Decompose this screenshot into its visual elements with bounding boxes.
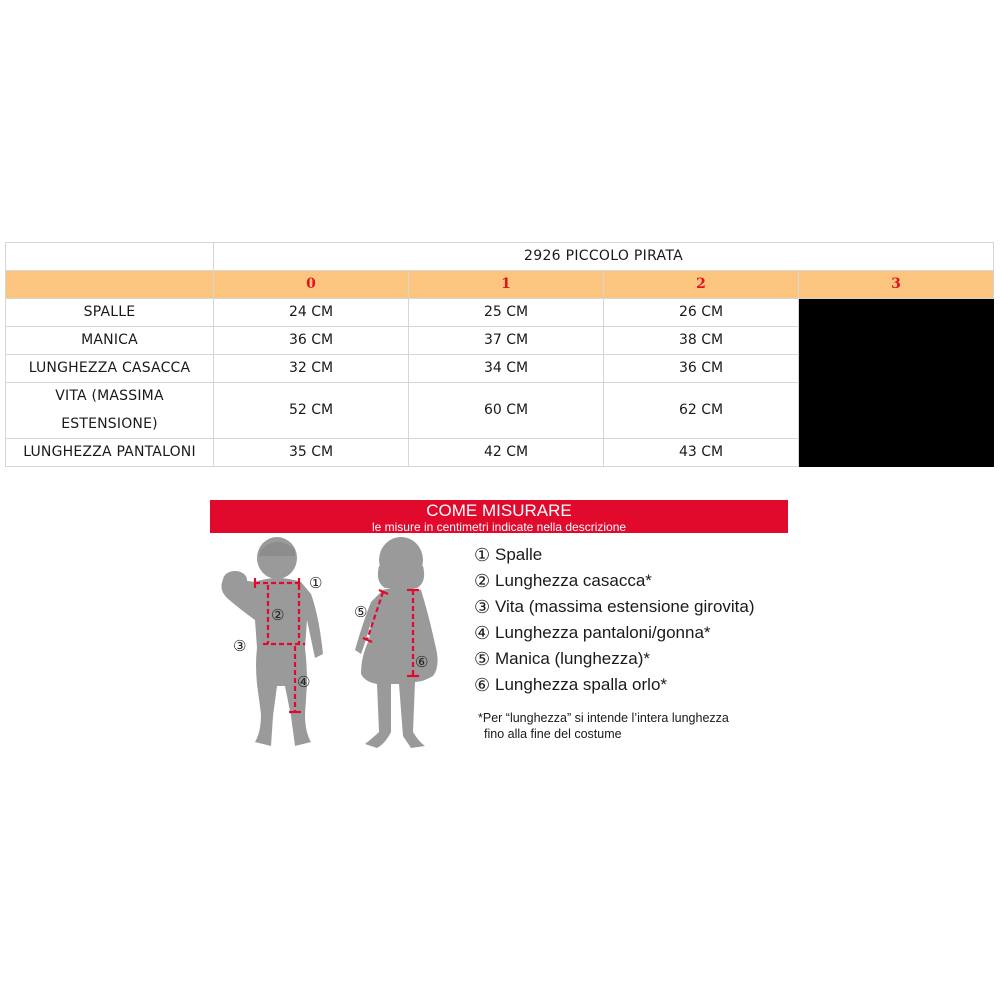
- table-cell: 43 CM: [604, 439, 799, 467]
- legend-text: Manica (lunghezza)*: [495, 649, 650, 668]
- legend-item: [474, 672, 804, 698]
- empty-corner-cell: [6, 243, 214, 271]
- row-label: SPALLE: [6, 299, 214, 327]
- legend-item: [474, 542, 804, 568]
- length-footnote: [478, 710, 808, 742]
- legend-item: [474, 594, 804, 620]
- legend-item: [474, 568, 804, 594]
- legend-number: ④: [474, 622, 491, 643]
- row-label: [6, 383, 214, 439]
- table-row-manica: [6, 327, 994, 355]
- table-row-lunghezza-casacca: [6, 355, 994, 383]
- table-cell: 62 CM: [604, 383, 799, 439]
- table-cell: 25 CM: [409, 299, 604, 327]
- footnote-line1: *Per “lunghezza” si intende l’intera lunghezza: [478, 711, 729, 725]
- size-header-1: 1: [409, 271, 604, 299]
- row-label-line1: VITA (MASSIMA: [55, 388, 164, 404]
- measure-legend: [474, 542, 804, 698]
- table-cell: 24 CM: [214, 299, 409, 327]
- marker-2: ②: [271, 606, 285, 624]
- footnote-line2: fino alla fine del costume: [484, 727, 622, 741]
- marker-4: ④: [297, 673, 311, 691]
- legend-number: ⑥: [474, 674, 491, 695]
- marker-1: ①: [309, 574, 323, 592]
- how-to-measure-banner: [210, 500, 788, 533]
- table-cell: 35 CM: [214, 439, 409, 467]
- redacted-cell: [799, 327, 994, 355]
- product-title: 2926 PICCOLO PIRATA: [214, 243, 994, 271]
- legend-text: Lunghezza casacca*: [495, 571, 652, 590]
- legend-item: [474, 646, 804, 672]
- size-header-2: 2: [604, 271, 799, 299]
- table-row-lunghezza-pantaloni: [6, 439, 994, 467]
- table-cell: 32 CM: [214, 355, 409, 383]
- legend-number: ③: [474, 596, 491, 617]
- size-header-3: 3: [799, 271, 994, 299]
- marker-5: ⑤: [354, 603, 368, 621]
- table-cell: 26 CM: [604, 299, 799, 327]
- legend-text: Vita (massima estensione girovita): [495, 597, 755, 616]
- table-cell: 38 CM: [604, 327, 799, 355]
- marker-3: ③: [233, 637, 247, 655]
- table-cell: 34 CM: [409, 355, 604, 383]
- table-cell: 52 CM: [214, 383, 409, 439]
- row-label: MANICA: [6, 327, 214, 355]
- table-cell: 37 CM: [409, 327, 604, 355]
- table-row-spalle: [6, 299, 994, 327]
- legend-text: Spalle: [495, 545, 543, 564]
- row-label: LUNGHEZZA CASACCA: [6, 355, 214, 383]
- table-cell: 36 CM: [214, 327, 409, 355]
- legend-number: ①: [474, 544, 491, 565]
- redacted-cell: [799, 439, 994, 467]
- size-chart-table: [5, 242, 994, 467]
- size-header-0: 0: [214, 271, 409, 299]
- row-label: LUNGHEZZA PANTALONI: [6, 439, 214, 467]
- redacted-cell: [799, 383, 994, 439]
- table-cell: 60 CM: [409, 383, 604, 439]
- size-header-corner: [6, 271, 214, 299]
- marker-6: ⑥: [415, 653, 429, 671]
- size-header-row: [6, 271, 994, 299]
- table-cell: 42 CM: [409, 439, 604, 467]
- banner-title: COME MISURARE: [426, 501, 572, 520]
- girl-silhouette-icon: [355, 537, 438, 748]
- legend-item: [474, 620, 804, 646]
- legend-number: ②: [474, 570, 491, 591]
- title-row: [6, 243, 994, 271]
- table-row-vita: [6, 383, 994, 439]
- banner-subtitle: le misure in centimetri indicate nella descrizione: [371, 520, 627, 534]
- measurement-figures: [215, 536, 455, 756]
- table-cell: 36 CM: [604, 355, 799, 383]
- legend-number: ⑤: [474, 648, 491, 669]
- legend-text: Lunghezza pantaloni/gonna*: [495, 623, 711, 642]
- redacted-cell: [799, 355, 994, 383]
- row-label-line2: ESTENSIONE): [61, 416, 158, 432]
- redacted-cell: [799, 299, 994, 327]
- legend-text: Lunghezza spalla orlo*: [495, 675, 668, 694]
